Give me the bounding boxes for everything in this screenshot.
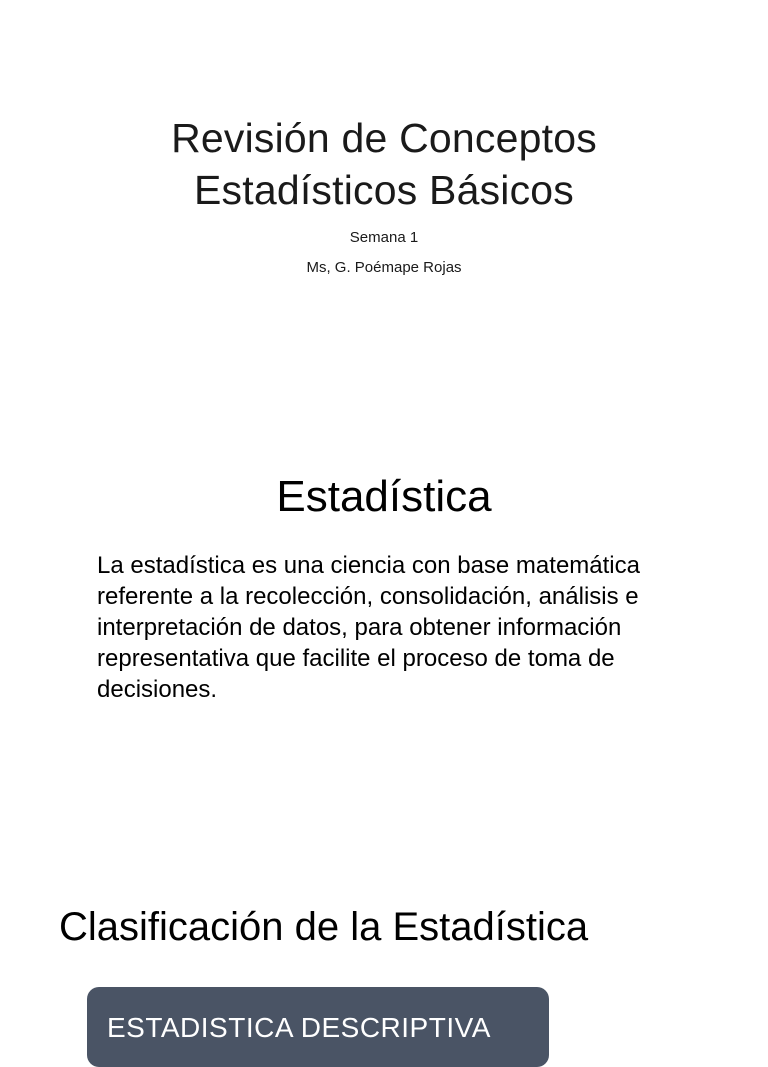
slide-estadistica <box>0 380 768 840</box>
slide-heading: Estadística <box>276 472 492 521</box>
definition-paragraph: La estadística es una ciencia con base matemática referente a la recolección, consolidación, análisis e interpretación de datos, para obtener información representativa que facilite el proceso de toma de decisiones. <box>97 552 640 703</box>
author-label: Ms, G. Poémape Rojas <box>306 259 462 276</box>
slide-heading: Clasificación de la Estadística <box>59 905 589 949</box>
presentation-title <box>0 112 768 216</box>
descriptive-statistics-box <box>87 987 549 1067</box>
week-label: Semana 1 <box>349 229 419 246</box>
slide-clasificacion <box>0 840 768 1043</box>
title-line-1: Revisión de Conceptos <box>171 115 597 161</box>
title-line-2: Estadísticos Básicos <box>194 167 574 213</box>
box-label: ESTADISTICA DESCRIPTIVA <box>107 1012 491 1043</box>
slide-title <box>0 0 768 380</box>
